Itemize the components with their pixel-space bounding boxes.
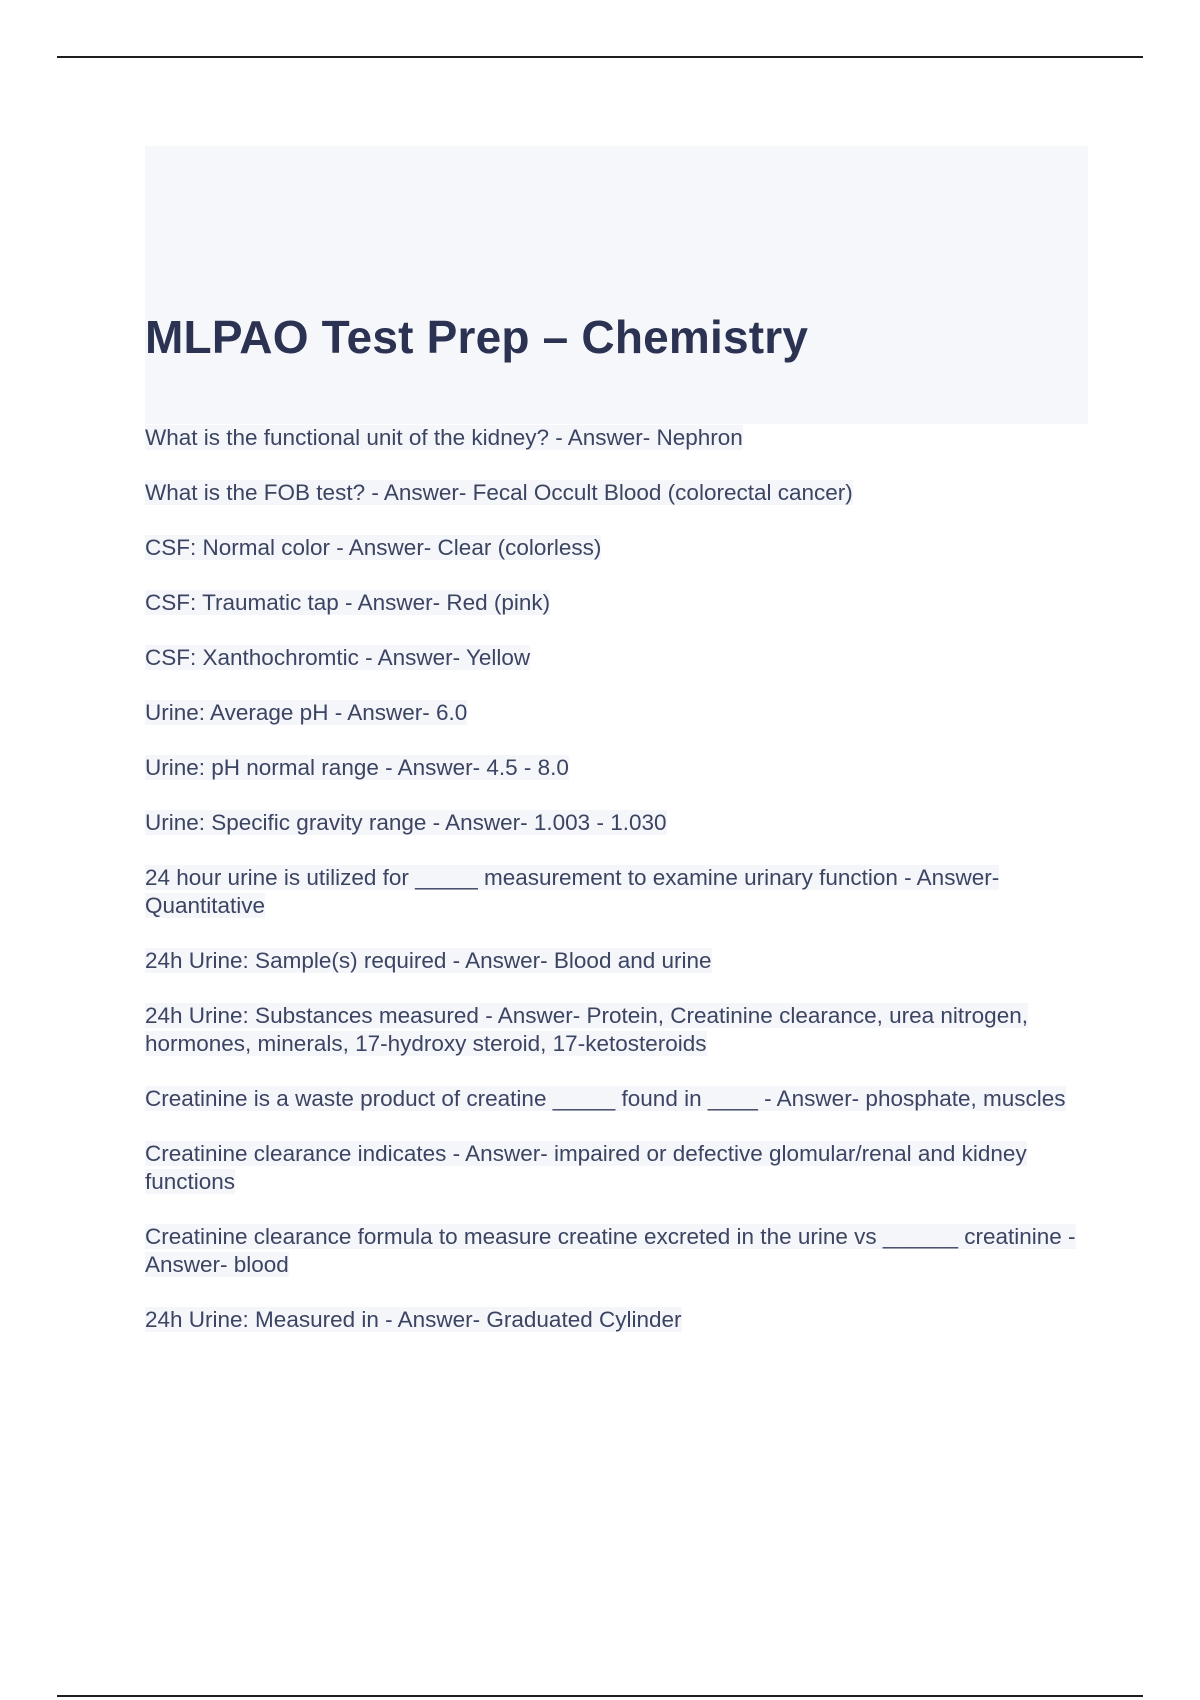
qa-item xyxy=(145,1085,1085,1113)
qa-item xyxy=(145,479,1085,507)
qa-item xyxy=(145,699,1085,727)
qa-item xyxy=(145,589,1085,617)
qa-item xyxy=(145,864,1085,920)
qa-item-text: CSF: Traumatic tap - Answer- Red (pink) xyxy=(145,590,551,615)
qa-item xyxy=(145,754,1085,782)
qa-item-text: CSF: Normal color - Answer- Clear (colorless) xyxy=(145,535,602,560)
qa-item-text: Creatinine clearance indicates - Answer- impaired or defective glomular/renal and kidney functions xyxy=(145,1141,1027,1194)
qa-item-text: 24 hour urine is utilized for _____ measurement to examine urinary function - Answer- Quantitative xyxy=(145,865,1000,918)
qa-item-text: Creatinine is a waste product of creatine _____ found in ____ - Answer- phosphate, muscles xyxy=(145,1086,1066,1111)
qa-item xyxy=(145,424,1085,452)
qa-item-text: What is the FOB test? - Answer- Fecal Occult Blood (colorectal cancer) xyxy=(145,480,853,505)
qa-item-text: Creatinine clearance formula to measure creatine excreted in the urine vs ______ creatinine - Answer- blood xyxy=(145,1224,1076,1277)
qa-item-text: Urine: pH normal range - Answer- 4.5 - 8.0 xyxy=(145,755,569,780)
qa-item-text: What is the functional unit of the kidney? - Answer- Nephron xyxy=(145,425,743,450)
qa-item-text: Urine: Average pH - Answer- 6.0 xyxy=(145,700,468,725)
qa-item-text: 24h Urine: Substances measured - Answer- Protein, Creatinine clearance, urea nitrogen, hormones, minerals, 17-hydroxy steroid, 17-ketosteroids xyxy=(145,1003,1028,1056)
qa-item-text: Urine: Specific gravity range - Answer- 1.003 - 1.030 xyxy=(145,810,667,835)
qa-list xyxy=(145,424,1085,1361)
title-block xyxy=(145,146,1088,424)
qa-item xyxy=(145,1223,1085,1279)
qa-item xyxy=(145,534,1085,562)
qa-item xyxy=(145,644,1085,672)
qa-item xyxy=(145,947,1085,975)
qa-item-text: 24h Urine: Sample(s) required - Answer- Blood and urine xyxy=(145,948,712,973)
qa-item xyxy=(145,809,1085,837)
qa-item xyxy=(145,1140,1085,1196)
footer-rule xyxy=(57,1695,1143,1697)
qa-item xyxy=(145,1002,1085,1058)
qa-item-text: 24h Urine: Measured in - Answer- Graduated Cylinder xyxy=(145,1307,682,1332)
header-rule xyxy=(57,56,1143,58)
qa-item-text: CSF: Xanthochromtic - Answer- Yellow xyxy=(145,645,531,670)
qa-item xyxy=(145,1306,1085,1334)
page-title: MLPAO Test Prep – Chemistry xyxy=(145,311,809,363)
